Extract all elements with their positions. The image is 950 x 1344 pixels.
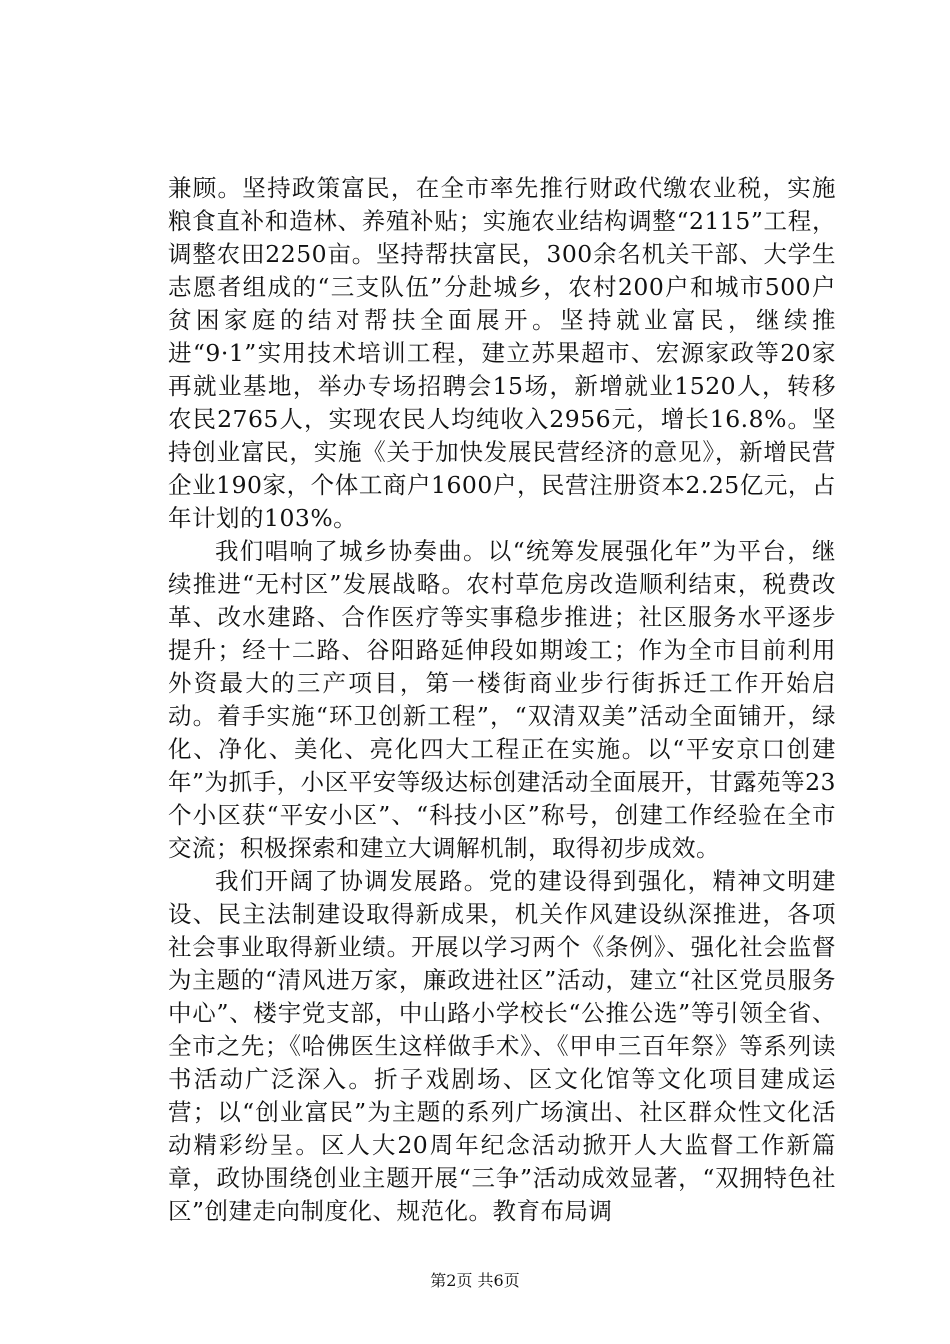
page-number-footer: 第2页 共6页 xyxy=(430,1271,520,1290)
paragraph-1: 兼顾。坚持政策富民，在全市率先推行财政代缴农业税，实施粮食直补和造林、养殖补贴；实施农业结构调整“2115”工程，调整农田2250亩。坚持帮扶富民，300余名机关干部、大学生志愿者组成的“三支队伍”分赴城乡，农村200户和城市500户贫困家庭的结对帮扶全面展开。坚持就业富民，继续推进“9·1”实用技术培训工程，建立苏果超市、宏源家政等20家再就业基地，举办专场招聘会15场，新增就业1520人，转移农民2765人，实现农民人均纯收入2956元，增长16.8%。坚持创业富民，实施《关于加快发展民营经济的意见》，新增民营企业190家，个体工商户1600户，民营注册资本2.25亿元，占年计划的103%。 xyxy=(168,174,836,532)
paragraph-3: 我们开阔了协调发展路。党的建设得到强化，精神文明建设、民主法制建设取得新成果，机关作风建设纵深推进，各项社会事业取得新业绩。开展以学习两个《条例》、强化社会监督为主题的“清风进万家，廉政进社区”活动，建立“社区党员服务中心”、楼宇党支部，中山路小学校长“公推公选”等引领全省、全市之先；《哈佛医生这样做手术》、《甲申三百年祭》等系列读书活动广泛深入。折子戏剧场、区文化馆等文化项目建成运营；以“创业富民”为主题的系列广场演出、社区群众性文化活动精彩纷呈。区人大20周年纪念活动掀开人大监督工作新篇章，政协围绕创业主题开展“三争”活动成效显著，“双拥特色社区”创建走向制度化、规范化。教育布局调 xyxy=(168,867,836,1225)
paragraph-2: 我们唱响了城乡协奏曲。以“统筹发展强化年”为平台，继续推进“无村区”发展战略。农村草危房改造顺利结束，税费改革、改水建路、合作医疗等实事稳步推进；社区服务水平逐步提升；经十二路、谷阳路延伸段如期竣工；作为全市目前利用外资最大的三产项目，第一楼街商业步行街拆迁工作开始启动。着手实施“环卫创新工程”，“双清双美”活动全面铺开，绿化、净化、美化、亮化四大工程正在实施。以“平安京口创建年”为抓手，小区平安等级达标创建活动全面展开，甘露苑等23个小区获“平安小区”、“科技小区”称号，创建工作经验在全市交流；积极探索和建立大调解机制，取得初步成效。 xyxy=(168,537,836,862)
document-body xyxy=(168,172,836,1228)
